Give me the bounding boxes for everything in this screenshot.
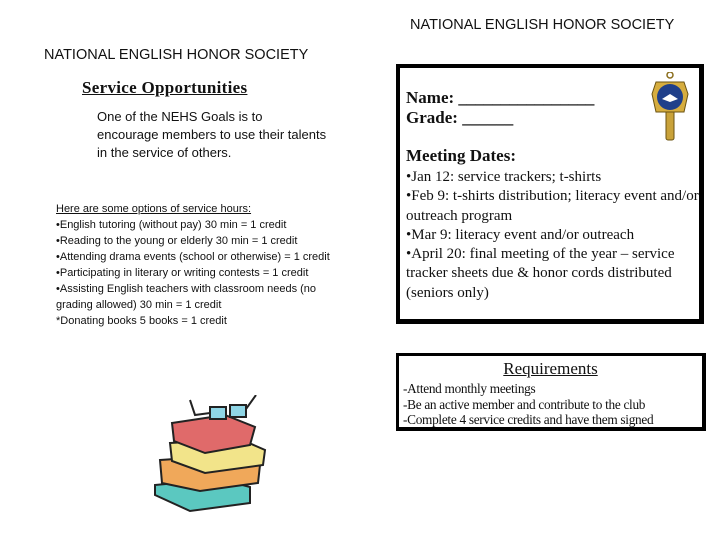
requirement-item: -Be an active member and contribute to the club	[403, 396, 646, 412]
goal-text: One of the NEHS Goals is to encourage members to use their talents in the service of others.	[97, 109, 327, 160]
name-field[interactable]	[406, 88, 594, 108]
grade-blank: ______	[462, 108, 514, 127]
name-blank: ________________	[458, 88, 595, 107]
requirements-heading: Requirements	[503, 359, 598, 378]
books-glasses-illustration	[150, 395, 280, 520]
grade-label: Grade:	[406, 108, 458, 127]
option-item: •Participating in literary or writing contests = 1 credit	[56, 267, 309, 279]
meeting-dates-heading: Meeting Dates:	[406, 146, 516, 165]
meeting-item: •Mar 9: literacy event and/or outreach	[406, 226, 635, 243]
option-item: •Assisting English teachers with classroom needs (no grading allowed) 30 min = 1 credit	[56, 283, 317, 311]
requirement-item: -Complete 4 service credits and have them signed	[403, 412, 654, 427]
service-options	[56, 201, 336, 329]
meeting-item: •April 20: final meeting of the year – service tracker sheets due & honor cords distributed (seniors only)	[406, 246, 675, 301]
requirements-list	[403, 381, 653, 428]
member-info-box	[396, 64, 704, 324]
option-item: •English tutoring (without pay) 30 min = 1 credit	[56, 219, 287, 231]
nehs-pin-logo	[650, 72, 690, 147]
meeting-item: •Jan 12: service trackers; t-shirts	[406, 169, 602, 185]
option-item: •Attending drama events (school or otherwise) = 1 credit	[56, 251, 330, 263]
meeting-dates-list	[406, 168, 702, 303]
requirement-item: -Attend monthly meetings	[403, 381, 536, 396]
option-item: •Reading to the young or elderly 30 min = 1 credit	[56, 235, 298, 247]
requirements-box	[396, 353, 706, 431]
meeting-item: •Feb 9: t-shirts distribution; literacy event and/or outreach program	[406, 188, 699, 224]
page-header-title: NATIONAL ENGLISH HONOR SOCIETY	[410, 17, 675, 33]
grade-field[interactable]	[406, 108, 513, 128]
option-item: *Donating books 5 books = 1 credit	[56, 315, 227, 327]
service-opportunities-heading: Service Opportunities	[82, 78, 248, 97]
options-heading: Here are some options of service hours:	[56, 203, 252, 215]
left-panel-title: NATIONAL ENGLISH HONOR SOCIETY	[44, 47, 309, 63]
name-label: Name:	[406, 88, 455, 107]
